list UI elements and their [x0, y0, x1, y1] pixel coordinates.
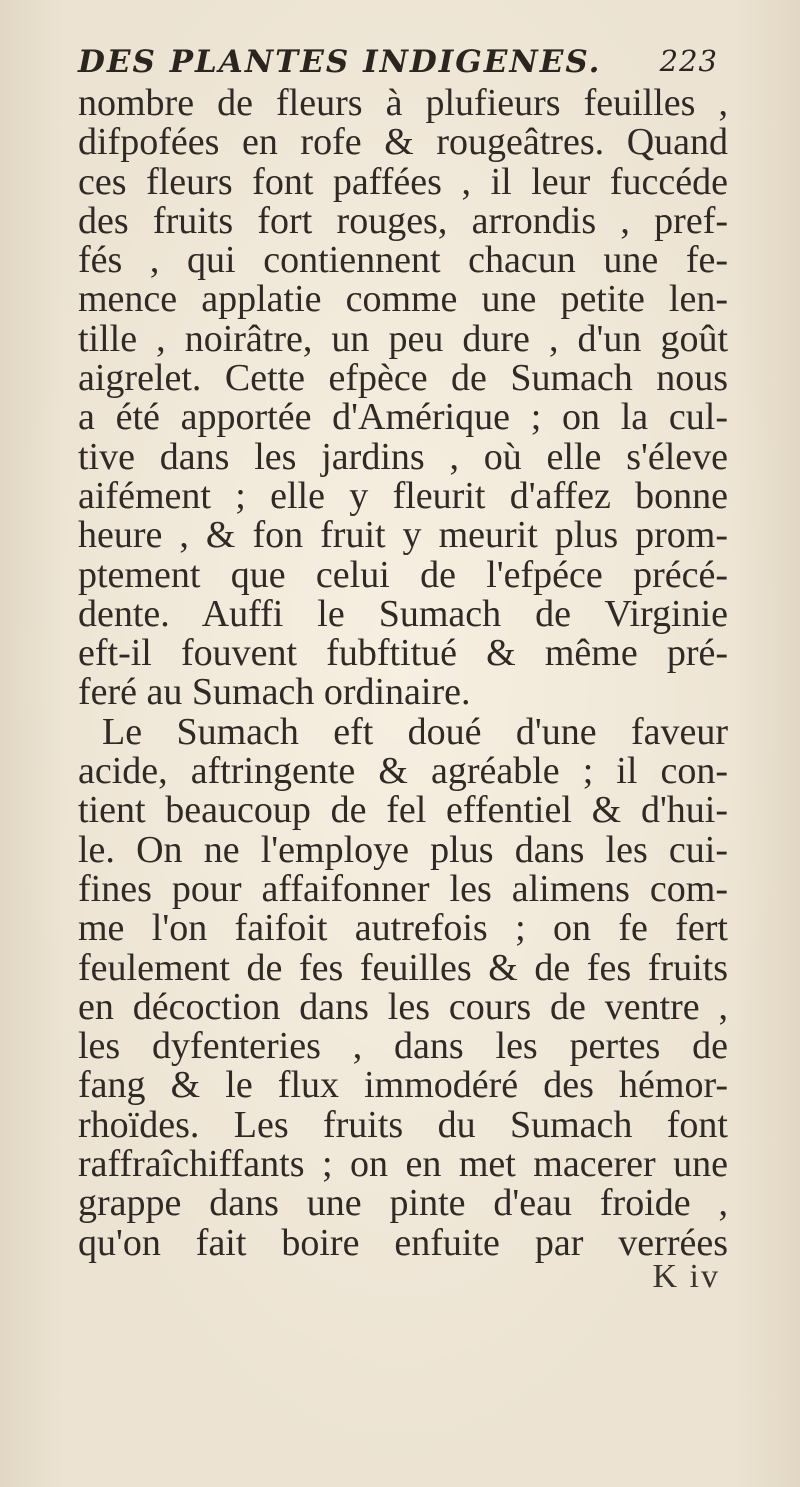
- text-line: ptement que celui de l'efpéce précé-: [78, 553, 728, 596]
- text-line: feulement de fes feuilles & de fes fruits: [78, 946, 728, 989]
- text-line: le. On ne l'employe plus dans les cui-: [78, 828, 728, 871]
- text-line: des fruits fort rouges, arrondis , pref-: [78, 199, 728, 242]
- text-line: difpofées en rofe & rougeâtres. Quand: [78, 121, 728, 164]
- text-line: me l'on faifoit autrefois ; on fe fert: [78, 907, 728, 950]
- text-line: dente. Auffi le Sumach de Virginie: [78, 592, 728, 635]
- text-line: fines pour affaifonner les alimens com-: [78, 867, 728, 910]
- text-line: heure , & fon fruit y meurit plus prom-: [78, 514, 728, 557]
- text-line: raffraîchiffants ; on en met macerer une: [78, 1143, 728, 1186]
- text-line: en décoction dans les cours de ventre ,: [78, 985, 728, 1028]
- page-number: 223: [659, 44, 718, 78]
- signature-mark: K iv: [652, 1258, 720, 1295]
- text-line: fés , qui contiennent chacun une fe-: [78, 239, 728, 282]
- text-line: tille , noirâtre, un peu dure , d'un goût: [78, 317, 728, 360]
- text-line: fang & le flux immodéré des hémor-: [78, 1064, 728, 1107]
- text-line: rhoïdes. Les fruits du Sumach font: [78, 1103, 728, 1146]
- text-line: qu'on fait boire enfuite par verrées: [78, 1221, 728, 1264]
- text-line: mence applatie comme une petite len-: [78, 278, 728, 321]
- text-line: tive dans les jardins , où elle s'éleve: [78, 435, 728, 478]
- text-line: aifément ; elle y fleurit d'affez bonne: [78, 474, 728, 517]
- text-line: nombre de fleurs à plufieurs feuilles ,: [78, 82, 728, 124]
- text-line: ces fleurs font paffées , il leur fuccéde: [78, 160, 728, 203]
- text-line: eft-il fouvent fubftitué & même pré-: [78, 632, 728, 675]
- paragraph-end-line: feré au Sumach ordinaire.: [78, 671, 471, 714]
- text-line: aigrelet. Cette efpèce de Sumach nous: [78, 357, 728, 400]
- text-line: a été apportée d'Amérique ; on la cul-: [78, 396, 728, 439]
- running-title: DES PLANTES INDIGENES.: [78, 44, 602, 80]
- paragraph-start-line: Le Sumach eft doué d'une faveur: [102, 710, 728, 753]
- text-line: les dyfenteries , dans les pertes de: [78, 1025, 728, 1068]
- text-line: grappe dans une pinte d'eau froide ,: [78, 1182, 728, 1225]
- body-text: [78, 84, 728, 1263]
- text-line: tient beaucoup de fel effentiel & d'hui-: [78, 789, 728, 832]
- text-line: acide, aftringente & agréable ; il con-: [78, 750, 728, 793]
